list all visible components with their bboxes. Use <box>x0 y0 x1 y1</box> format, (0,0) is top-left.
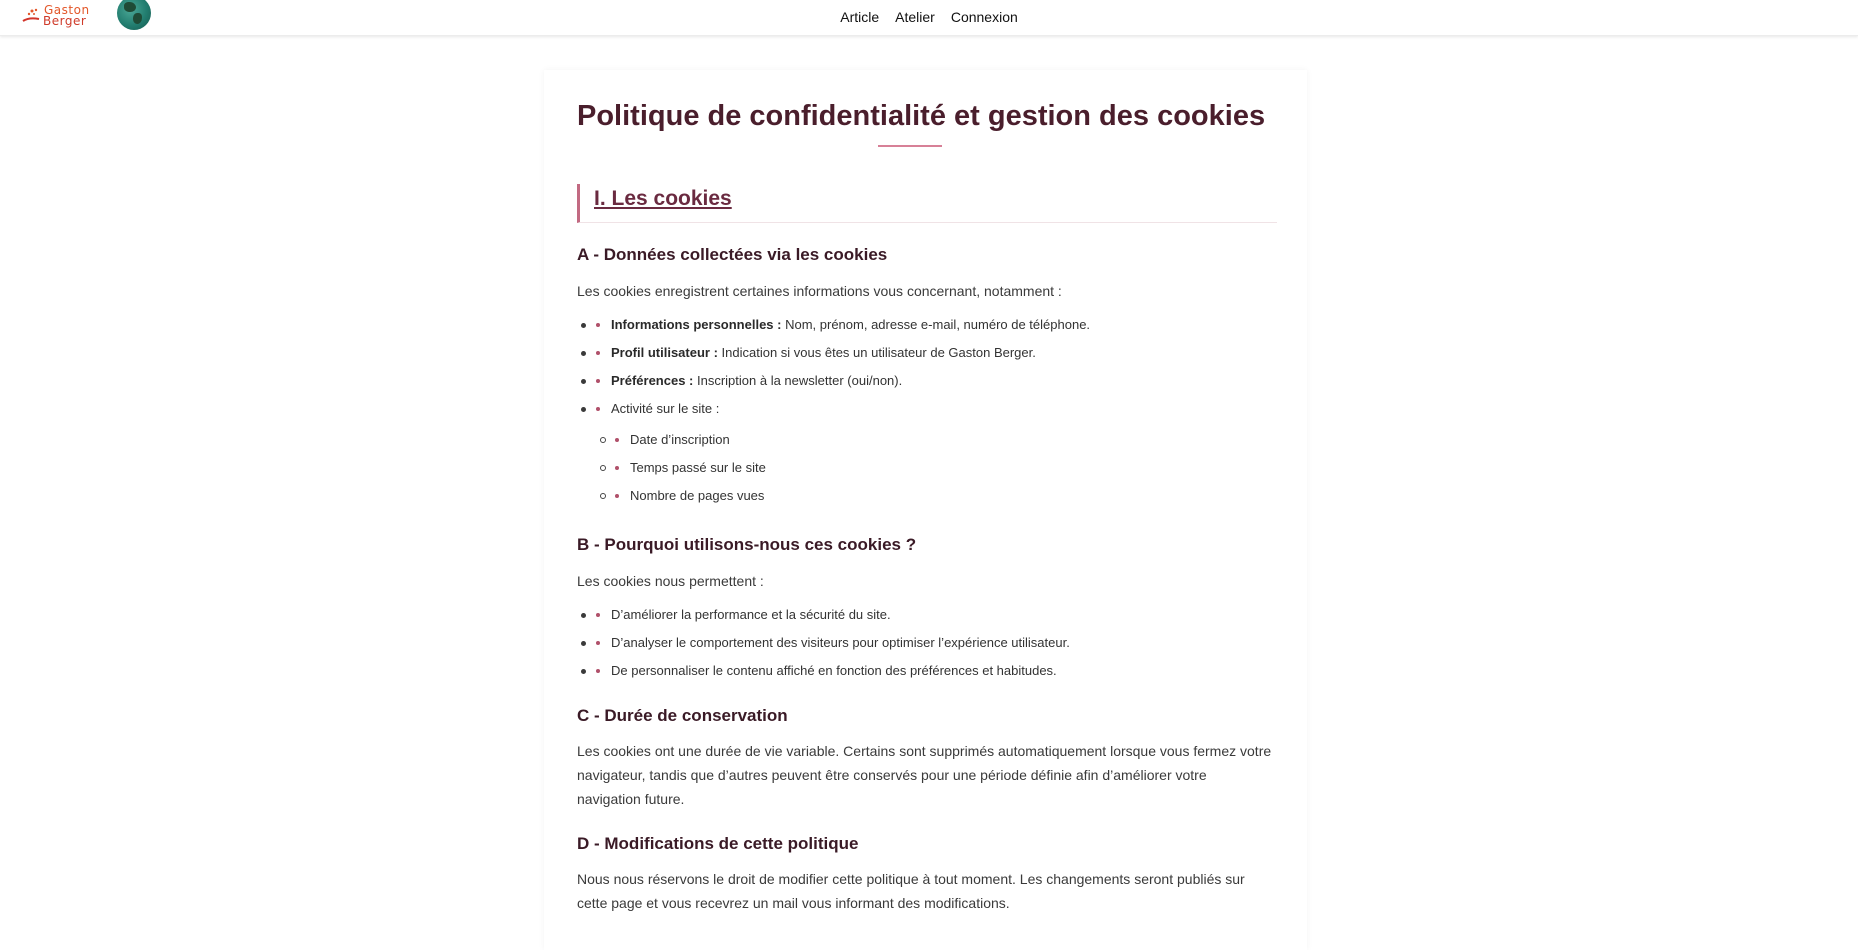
page-title: Politique de confidentialité et gestion des cookies <box>577 100 1266 132</box>
logo-line1: Gaston <box>44 3 90 17</box>
collected-data-list <box>577 315 1274 427</box>
activity-sublist <box>577 430 1274 514</box>
main-nav <box>0 0 1858 33</box>
list-item: D’améliorer la performance et la sécurité du site. <box>577 605 1274 633</box>
list-item: Préférences : Inscription à la newsletter (oui/non). <box>577 371 1274 399</box>
nav-link-article[interactable]: Article <box>840 8 880 25</box>
subsection-title-d: D - Modifications de cette politique <box>577 834 859 853</box>
nav-link-atelier[interactable]: Atelier <box>895 8 935 25</box>
section-heading-cookies <box>577 184 1277 223</box>
logo-line2: Berger <box>43 14 87 28</box>
list-item: De personnaliser le contenu affiché en fonction des préférences et habitudes. <box>577 661 1274 689</box>
cookie-purpose-list <box>577 605 1274 689</box>
section-link-cookies[interactable]: I. Les cookies <box>594 187 732 210</box>
subsection-c-body: Les cookies ont une durée de vie variable. Certains sont supprimés automatiquement lorsque vous fermez votre navigateur, tandis que d’autres peuvent être conservés pour une période définie afin d’améliorer votre navigation future. <box>577 743 1272 807</box>
list-item: Temps passé sur le site <box>577 458 1274 486</box>
subsection-a-intro: Les cookies enregistrent certaines informations vous concernant, notamment : <box>577 283 1062 299</box>
list-item: Profil utilisateur : Indication si vous êtes un utilisateur de Gaston Berger. <box>577 343 1274 371</box>
list-item: Activité sur le site : <box>577 399 1274 427</box>
subsection-title-c: C - Durée de conservation <box>577 706 788 725</box>
list-item: D’analyser le comportement des visiteurs pour optimiser l’expérience utilisateur. <box>577 633 1274 661</box>
subsection-title-b: B - Pourquoi utilisons-nous ces cookies ? <box>577 535 917 554</box>
subsection-title-a: A - Données collectées via les cookies <box>577 245 888 264</box>
nav-link-connexion[interactable]: Connexion <box>950 8 1018 25</box>
list-item: Date d’inscription <box>577 430 1274 458</box>
content-card <box>544 70 1307 950</box>
title-divider <box>878 145 942 147</box>
list-item: Nombre de pages vues <box>577 486 1274 514</box>
subsection-b-intro: Les cookies nous permettent : <box>577 573 764 589</box>
top-navbar <box>0 0 1858 36</box>
list-item: Informations personnelles : Nom, prénom, adresse e-mail, numéro de téléphone. <box>577 315 1274 343</box>
subsection-d-body: Nous nous réservons le droit de modifier cette politique à tout moment. Les changements seront publiés sur cette page et vous recevrez un mail vous informant des modifications. <box>577 871 1245 911</box>
